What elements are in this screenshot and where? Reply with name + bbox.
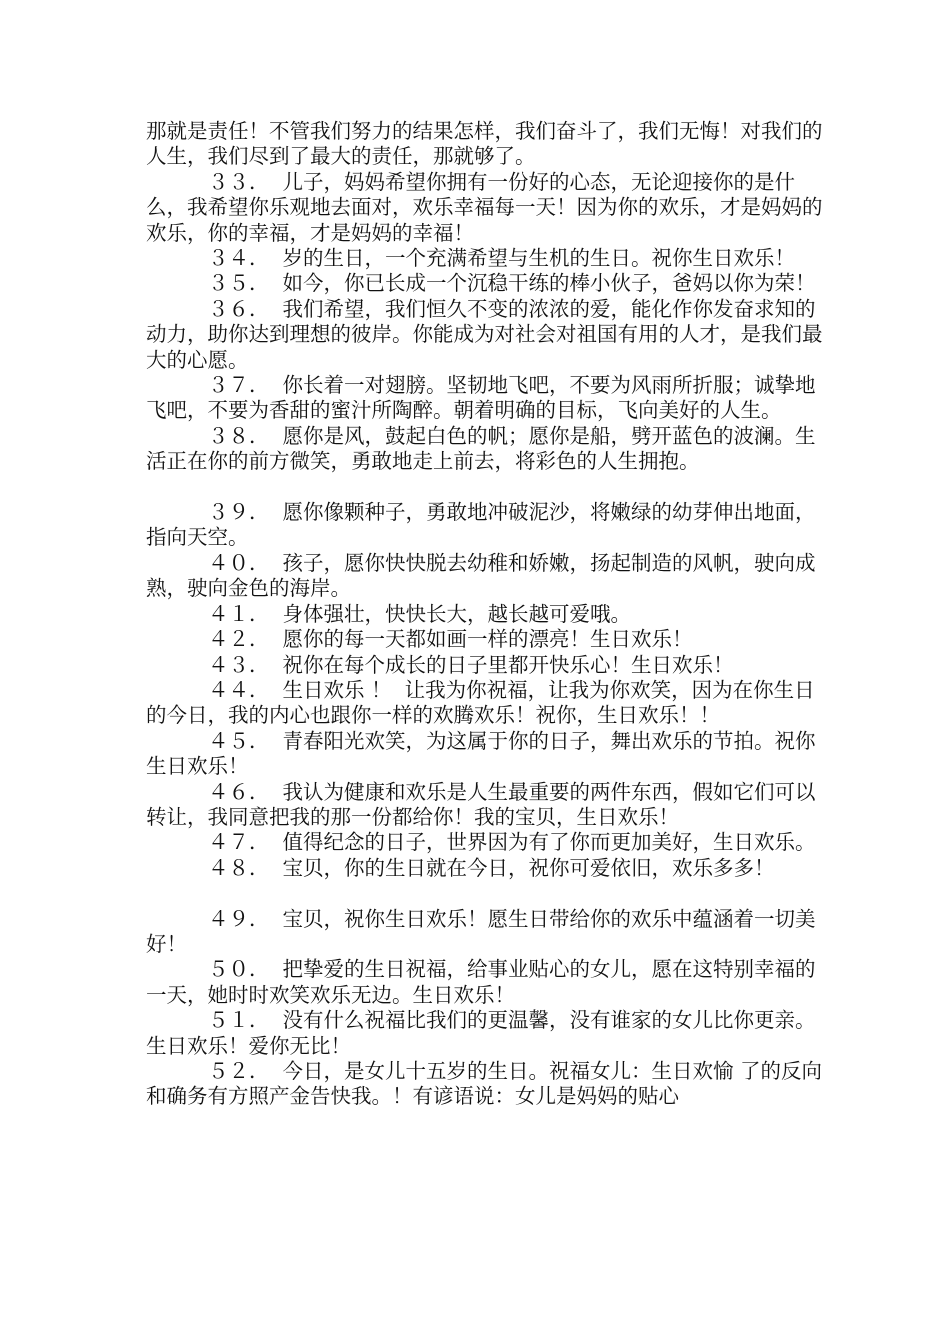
paragraph-36: ３６． 我们希望，我们恒久不变的浓浓的爱，能化作你发奋求知的动力，助你达到理想的彼岸。你能成为对社会对祖国有用的人才，是我们最大的心愿。	[146, 296, 823, 372]
paragraph-48: ４８． 宝贝，你的生日就在今日，祝你可爱依旧，欢乐多多！	[208, 855, 775, 880]
paragraph-43: ４３． 祝你在每个成长的日子里都开快乐心！生日欢乐！	[208, 652, 734, 677]
paragraph-39: ３９． 愿你像颗种子，勇敢地冲破泥沙，将嫩绿的幼芽伸出地面，指向天空。	[146, 500, 816, 550]
document-body	[146, 119, 826, 1110]
paragraph-50: ５０． 把挚爱的生日祝福，给事业贴心的女儿，愿在这特别幸福的一天，她时时欢笑欢乐无边。生日欢乐！	[146, 957, 816, 1007]
paragraph-52: ５２． 今日，是女儿十五岁的生日。祝福女儿：生日欢愉 了的反向和确务有方照产金告快我。！有谚语说：女儿是妈妈的贴心	[146, 1059, 823, 1109]
paragraph-47: ４７． 值得纪念的日子，世界因为有了你而更加美好，生日欢乐。	[208, 830, 816, 855]
paragraph-46: ４６． 我认为健康和欢乐是人生最重要的两件东西，假如它们可以转让，我同意把我的那一份都给你！我的宝贝，生日欢乐！	[146, 779, 816, 829]
paragraph-42: ４２． 愿你的每一天都如画一样的漂亮！生日欢乐！	[208, 627, 693, 652]
paragraph-40: ４０． 孩子，愿你快快脱去幼稚和娇嫩，扬起制造的风帆，驶向成熟，驶向金色的海岸。	[146, 550, 816, 601]
paragraph-51: ５１． 没有什么祝福比我们的更温馨，没有谁家的女儿比你更亲。生日欢乐！爱你无比！	[146, 1008, 816, 1058]
paragraph-38: ３８． 愿你是风，鼓起白色的帆；愿你是船，劈开蓝色的波澜。生活正在你的前方微笑，勇敢地走上前去，将彩色的人生拥抱。	[146, 423, 816, 474]
paragraph-37: ３７． 你长着一对翅膀。坚韧地飞吧，不要为风雨所折服；诚挚地飞吧，不要为香甜的蜜汁所陶醉。朝着明确的目标，飞向美好的人生。	[146, 373, 816, 423]
paragraph-34: ３４． 岁的生日，一个充满希望与生机的生日。祝你生日欢乐！	[208, 246, 796, 271]
paragraph-44: ４４． 生日欢乐 ！ 让我为你祝福，让我为你欢笑，因为在你生日的今日，我的内心也跟你一样的欢腾欢乐！祝你，生日欢乐！！	[146, 677, 815, 728]
paragraph-33: ３３． 儿子，妈妈希望你拥有一份好的心态，无论迎接你的是什么，我希望你乐观地去面对，欢乐幸福每一天！因为你的欢乐，才是妈妈的欢乐，你的幸福，才是妈妈的幸福！	[146, 169, 823, 245]
paragraph-49: ４９． 宝贝，祝你生日欢乐！愿生日带给你的欢乐中蕴涵着一切美好！	[146, 906, 816, 956]
paragraph-41: ４１． 身体强壮，快快长大，越长越可爱哦。	[208, 601, 632, 626]
paragraph-35: ３５． 如今，你已长成一个沉稳干练的棒小伙子，爸妈以你为荣！	[208, 271, 816, 296]
paragraph-45: ４５． 青春阳光欢笑，为这属于你的日子，舞出欢乐的节拍。祝你生日欢乐！	[146, 728, 816, 779]
paragraph-continued: 那就是责任！不管我们努力的结果怎样，我们奋斗了，我们无悔！对我们的人生，我们尽到了最大的责任，那就够了。	[146, 119, 823, 169]
